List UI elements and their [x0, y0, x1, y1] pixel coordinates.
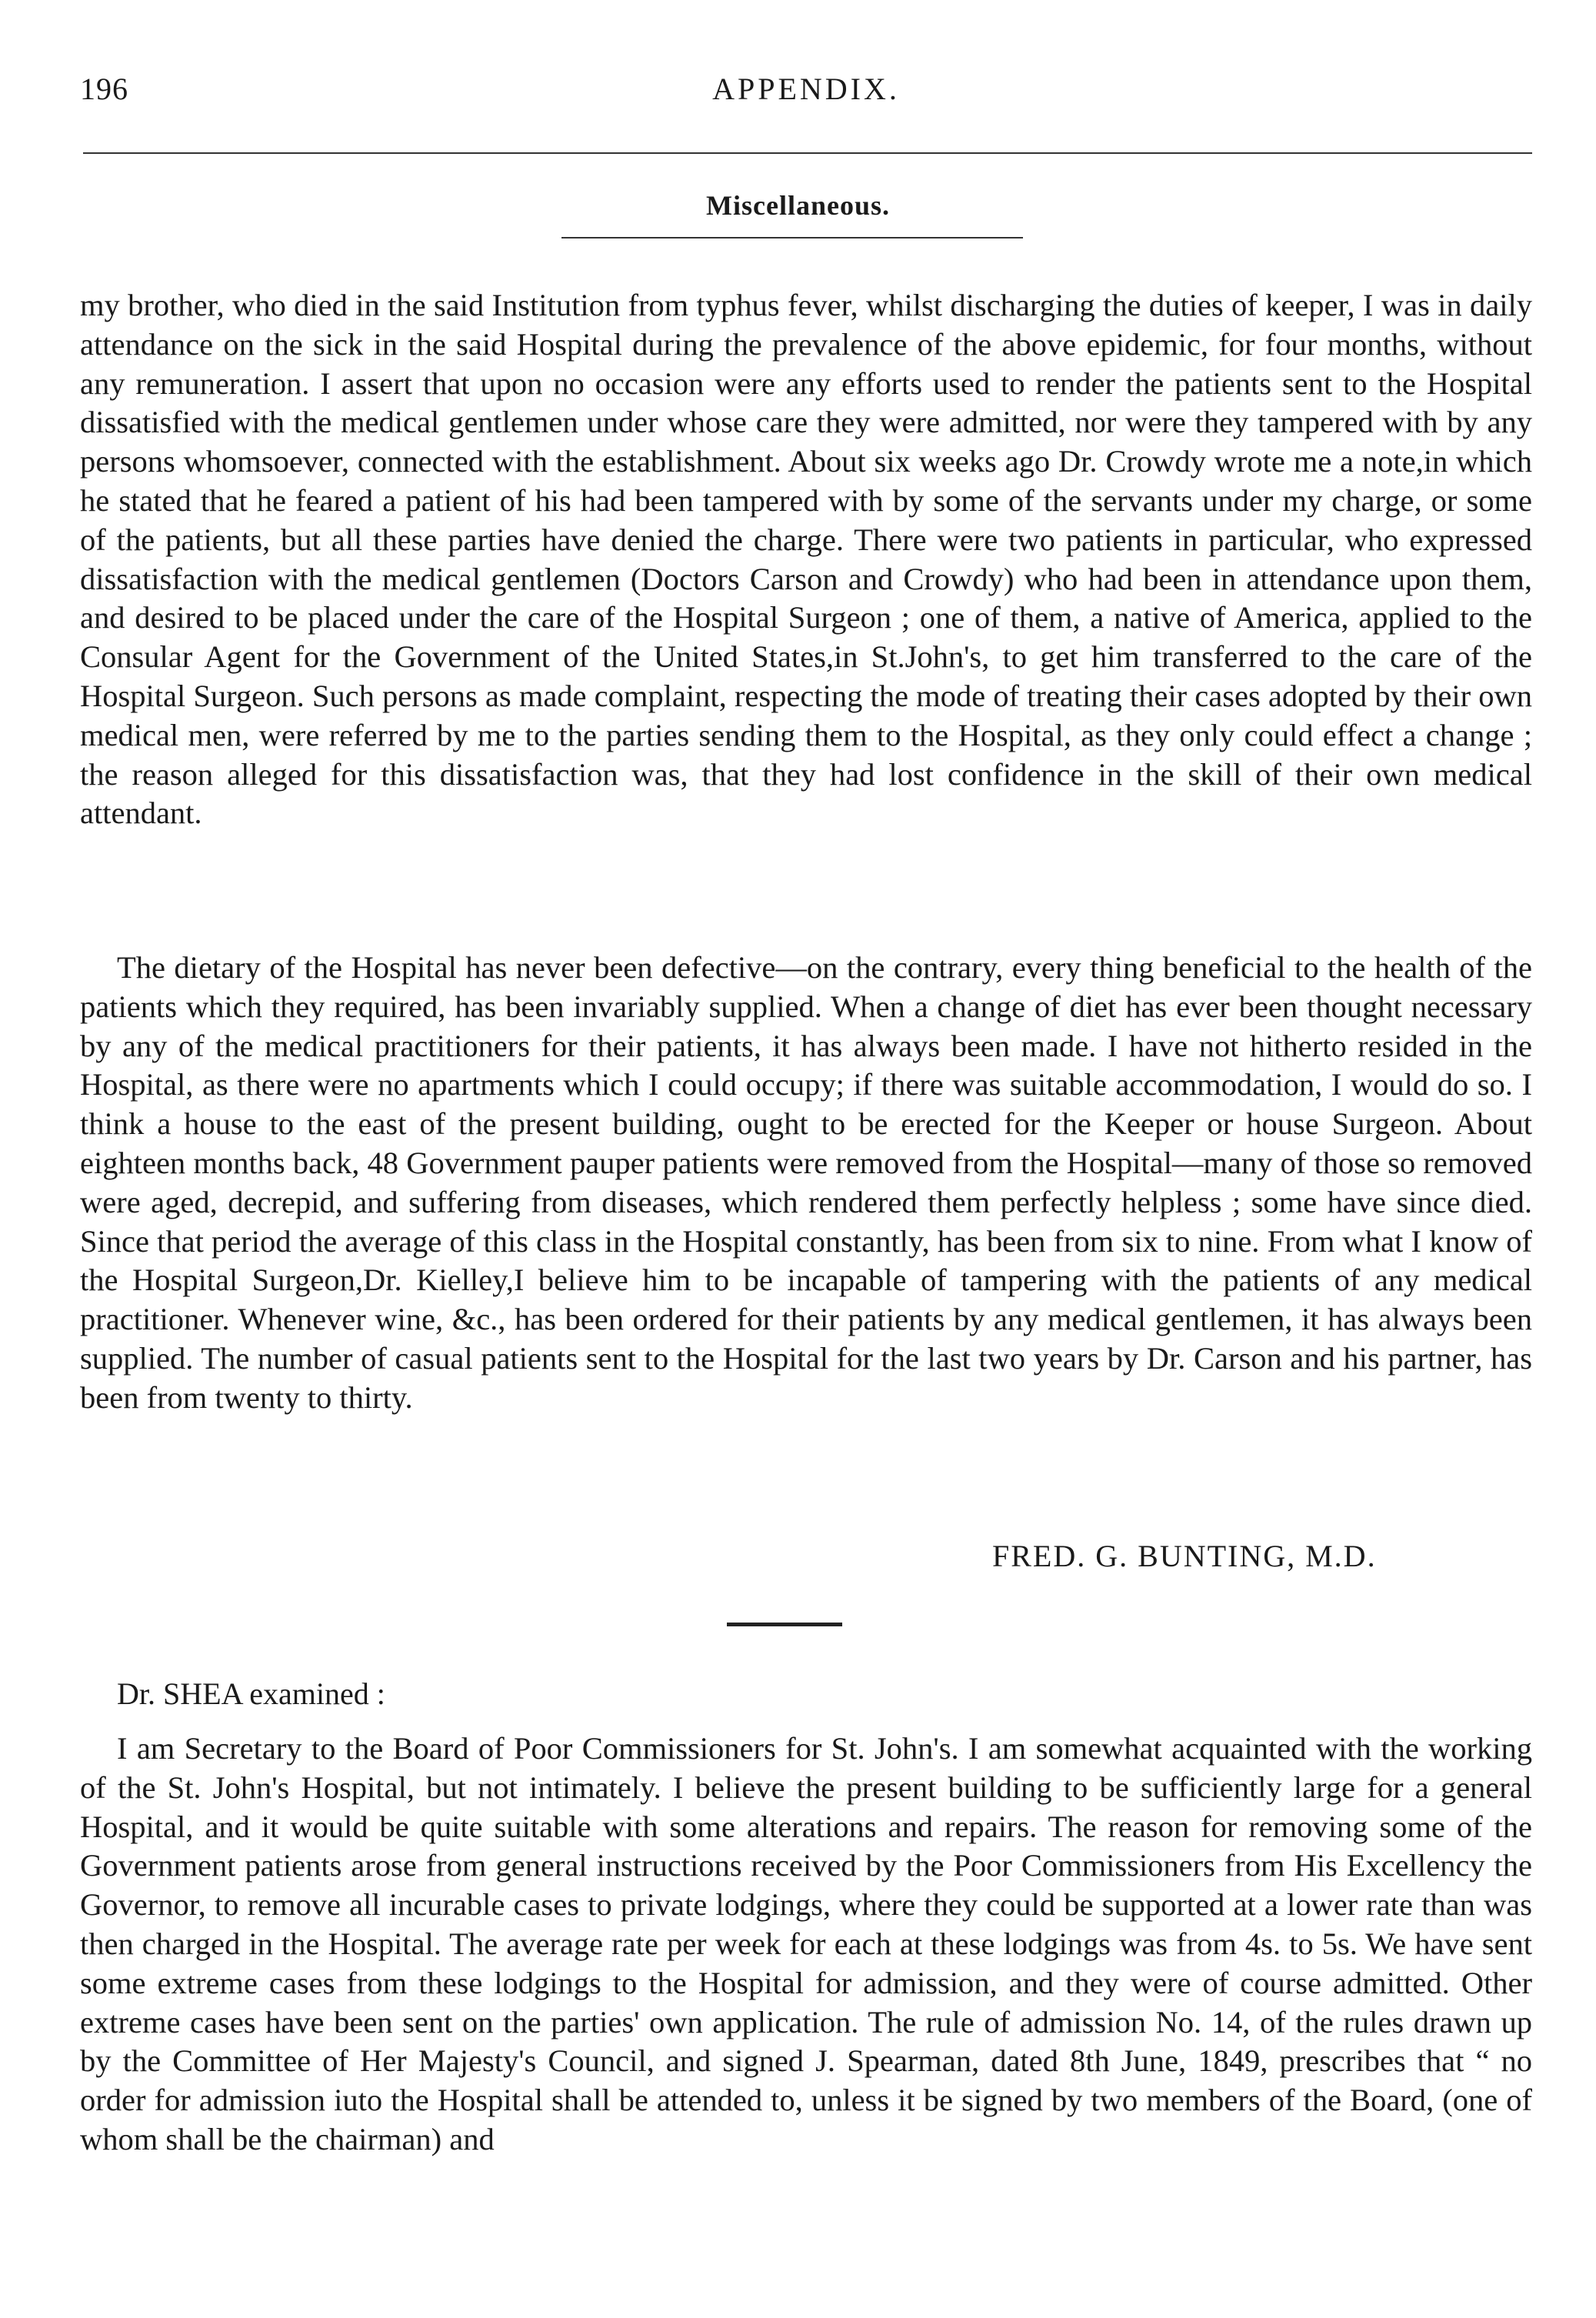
paragraph-continued: my brother, who died in the said Institution from typhus fever, whilst discharging the duties of keeper, I was in daily attendance on the sick in the said Hospital during the prevalence of the above epidemic, for four months, without any remuneration. I assert that upon no occasion were any efforts used to render the patients sent to the Hospital dissatisfied with the medical gentlemen under whose care they were admitted, nor were they tampered with by any persons whomsoever, connected with the establishment. About six weeks ago Dr. Crowdy wrote me a note,in which he stated that he feared a patient of his had been tampered with by some of the servants under my charge, or some of the patients, but all these parties have denied the charge. There were two patients in particular, who expressed dissatisfaction with the medical gentlemen (Doctors Carson and Crowdy) who had been in attendance upon them, and desired to be placed under the care of the Hospital Surgeon ; one of them, a native of America, applied to the Consular Agent for the Government of the United States,in St.John's, to get him transferred to the care of the Hospital Surgeon. Such persons as made complaint, respecting the mode of treating their cases adopted by their own medical men, were referred by me to the parties sending them to the Hospital, as they only could effect a change ; the reason alleged for this dissatisfaction was, that they had lost confidence in the skill of their own medical attendant.: [80, 288, 1532, 831]
paragraph-testimony: I am Secretary to the Board of Poor Commissioners for St. John's. I am somewhat acquainted with the working of the St. John's Hospital, but not intimately. I believe the present building to be sufficiently large for a general Hospital, and it would be quite suitable with some alterations and repairs. The reason for removing some of the Government patients arose from general instructions received by the Poor Commissioners from His Excellency the Governor, to remove all incurable cases to private lodgings, where they could be supported at a lower rate than was then charged in the Hospital. The average rate per week for each at these lodgings was from 4s. to 5s. We have sent some extreme cases from these lodgings to the Hospital for admission, and they were of course admitted. Other extreme cases have been sent on the parties' own application. The rule of admission No. 14, of the rules drawn up by the Committee of Her Majesty's Council, and signed J. Spearman, dated 8th June, 1849, prescribes that “ no order for admission iuto the Hospital shall be attended to, unless it be signed by two members of the Board, (one of whom shall be the chairman) and: [80, 1731, 1532, 2156]
page-header-title: APPENDIX.: [712, 72, 900, 106]
section-rule: [561, 237, 1023, 238]
witness-heading: Dr. SHEA examined :: [117, 1676, 385, 1711]
header-rule: [83, 152, 1532, 154]
separator-rule: [727, 1623, 842, 1626]
section-heading: Miscellaneous.: [706, 190, 890, 221]
page-number: 196: [80, 72, 128, 106]
paragraph-dietary: The dietary of the Hospital has never been defective—on the contrary, every thing beneficial to the health of the patients which they required, has been invariably supplied. When a change of diet has ever been thought necessary by any of the medical practitioners for their patients, it has always been made. I have not hitherto resided in the Hospital, as there were no apartments which I could occupy; if there was suitable accommodation, I would do so. I think a house to the east of the present building, ought to be erected for the Keeper or house Surgeon. About eighteen months back, 48 Government pauper patients were removed from the Hospital—many of those so removed were aged, decrepid, and suffering from diseases, which rendered them perfectly helpless ; some have since died. Since that period the average of this class in the Hospital constantly, has been from six to nine. From what I know of the Hospital Surgeon,Dr. Kielley,I believe him to be incapable of tampering with the patients of any medical practitioner. Whenever wine, &c., has been ordered for their patients by any medical gentlemen, it has always been supplied. The number of casual patients sent to the Hospital for the last two years by Dr. Carson and his partner, has been from twenty to thirty.: [80, 950, 1532, 1415]
signature: FRED. G. BUNTING, M.D.: [992, 1539, 1377, 1573]
running-head: [80, 71, 1532, 109]
